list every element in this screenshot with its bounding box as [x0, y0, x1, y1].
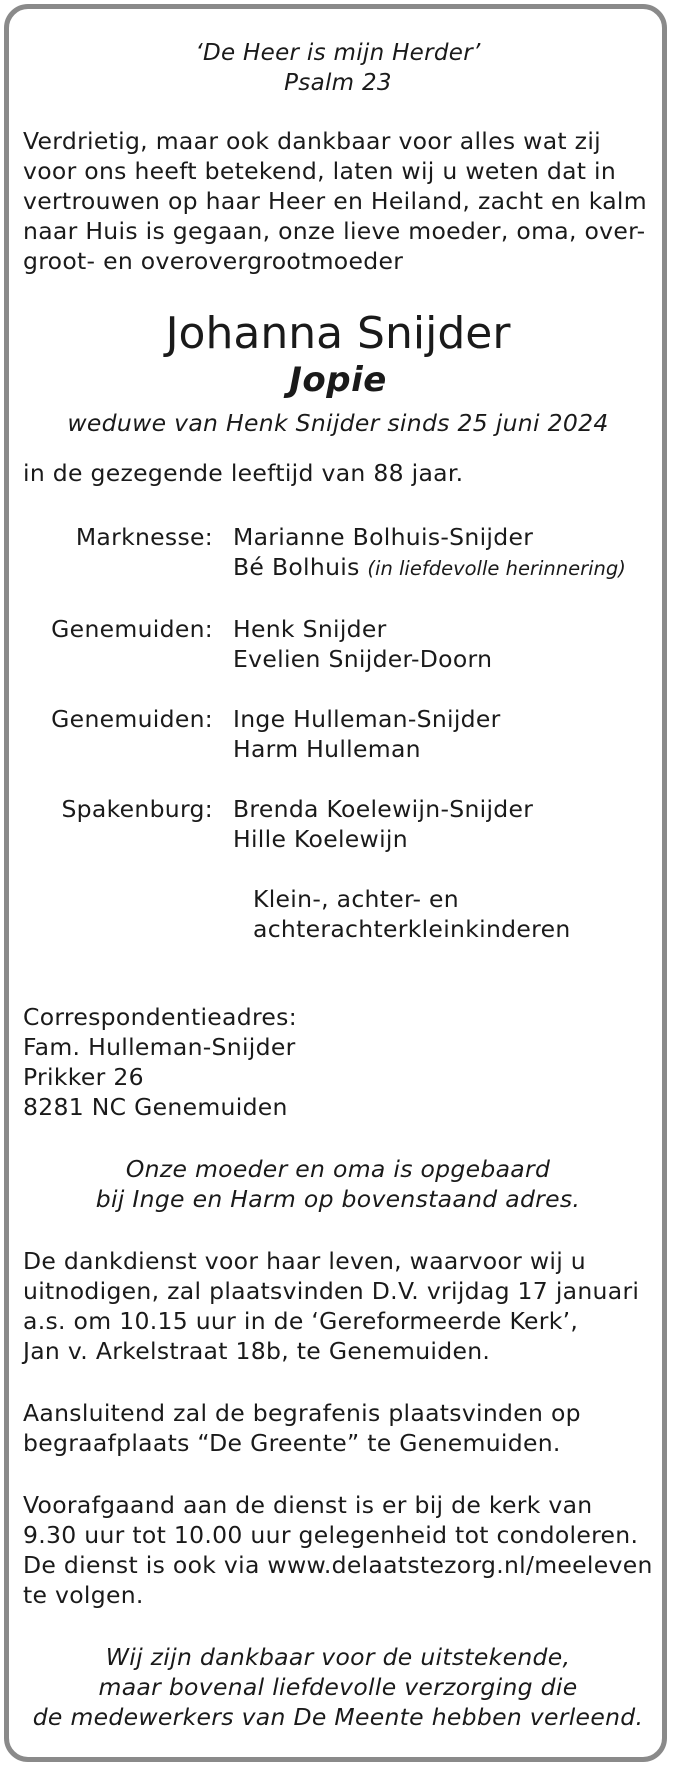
- condolence-notice: [23, 1490, 653, 1610]
- grandchildren-line: achterachterkleinkinderen: [253, 915, 571, 943]
- address-line: Prikker 26: [23, 1063, 144, 1091]
- intro-text: [23, 126, 653, 276]
- thanks-line: de medewerkers van De Meente hebben verleend.: [32, 1703, 644, 1731]
- family-row: [23, 614, 653, 674]
- family-names: [233, 794, 653, 854]
- family-member-name: Bé Bolhuis: [233, 553, 360, 581]
- grandchildren: [253, 884, 653, 944]
- memorial-note: (in liefdevolle herinnering): [367, 557, 626, 580]
- family-member: Marianne Bolhuis-Snijder: [233, 523, 534, 551]
- thanks-line: Wij zijn dankbaar voor de uitstekende,: [105, 1643, 571, 1671]
- family-member: Inge Hulleman-Snijder: [233, 705, 501, 733]
- family-names: [233, 522, 653, 584]
- laid-out-line: bij Inge en Harm op bovenstaand adres.: [95, 1185, 581, 1213]
- address-line: Correspondentieadres:: [23, 1003, 297, 1031]
- family-member: Henk Snijder: [233, 615, 387, 643]
- deceased-nickname: Jopie: [289, 360, 387, 400]
- service-notice: [23, 1246, 653, 1366]
- intro-line: voor ons heeft betekend, laten wij u weten dat in: [23, 157, 617, 185]
- family-place: Spakenburg:: [61, 795, 213, 823]
- family-place: Genemuiden:: [51, 615, 213, 643]
- condolence-line: De dienst is ook via www.delaatstezorg.nl/meeleven: [23, 1551, 653, 1579]
- family-member: Evelien Snijder-Doorn: [233, 645, 493, 673]
- family-member: Hille Koelewijn: [233, 825, 408, 853]
- address-line: 8281 NC Genemuiden: [23, 1093, 288, 1121]
- family-names: [233, 704, 653, 764]
- correspondence-address: [23, 1002, 653, 1122]
- burial-line: begraafplaats “De Greente” te Genemuiden.: [23, 1429, 561, 1457]
- family-member: Harm Hulleman: [233, 735, 421, 763]
- intro-line: Verdrietig, maar ook dankbaar voor alles wat zij: [23, 127, 601, 155]
- grandchildren-line: Klein-, achter- en: [253, 885, 459, 913]
- motto: [23, 38, 653, 98]
- service-line: De dankdienst voor haar leven, waarvoor wij u: [23, 1247, 586, 1275]
- service-line: uitnodigen, zal plaatsvinden D.V. vrijdag 17 januari: [23, 1277, 640, 1305]
- family-names: [233, 614, 653, 674]
- deceased-name: Johanna Snijder: [165, 308, 511, 359]
- condolence-line: 9.30 uur tot 10.00 uur gelegenheid tot condoleren.: [23, 1521, 639, 1549]
- family-place: Marknesse:: [75, 523, 213, 551]
- intro-line: naar Huis is gegaan, onze lieve moeder, oma, over-: [23, 217, 646, 245]
- family-row: [23, 704, 653, 764]
- thanks-notice: [23, 1642, 653, 1732]
- widow-line: weduwe van Henk Snijder sinds 25 juni 2024: [67, 409, 609, 437]
- condolence-line: te volgen.: [23, 1581, 144, 1609]
- family-list: [23, 522, 653, 944]
- burial-notice: [23, 1398, 653, 1458]
- intro-line: vertrouwen op haar Heer en Heiland, zacht en kalm: [23, 187, 647, 215]
- laid-out-notice: [23, 1154, 653, 1214]
- family-member: [233, 552, 653, 584]
- announcement-content: [23, 38, 653, 1732]
- service-line: Jan v. Arkelstraat 18b, te Genemuiden.: [23, 1337, 491, 1365]
- family-row: [23, 794, 653, 854]
- family-row: [23, 522, 653, 584]
- burial-line: Aansluitend zal de begrafenis plaatsvinden op: [23, 1399, 581, 1427]
- service-line: a.s. om 10.15 uur in de ‘Gereformeerde Kerk’,: [23, 1307, 579, 1335]
- condolence-line: Voorafgaand aan de dienst is er bij de kerk van: [23, 1491, 593, 1519]
- motto-quote: ‘De Heer is mijn Herder’: [195, 40, 481, 66]
- address-line: Fam. Hulleman-Snijder: [23, 1033, 296, 1061]
- family-place: Genemuiden:: [51, 705, 213, 733]
- age-line: in de gezegende leeftijd van 88 jaar.: [23, 459, 464, 487]
- laid-out-line: Onze moeder en oma is opgebaard: [125, 1155, 551, 1183]
- motto-source: Psalm 23: [284, 70, 392, 96]
- intro-line: groot- en overovergrootmoeder: [23, 247, 404, 275]
- family-member: Brenda Koelewijn-Snijder: [233, 795, 534, 823]
- thanks-line: maar bovenal liefdevolle verzorging die: [98, 1673, 578, 1701]
